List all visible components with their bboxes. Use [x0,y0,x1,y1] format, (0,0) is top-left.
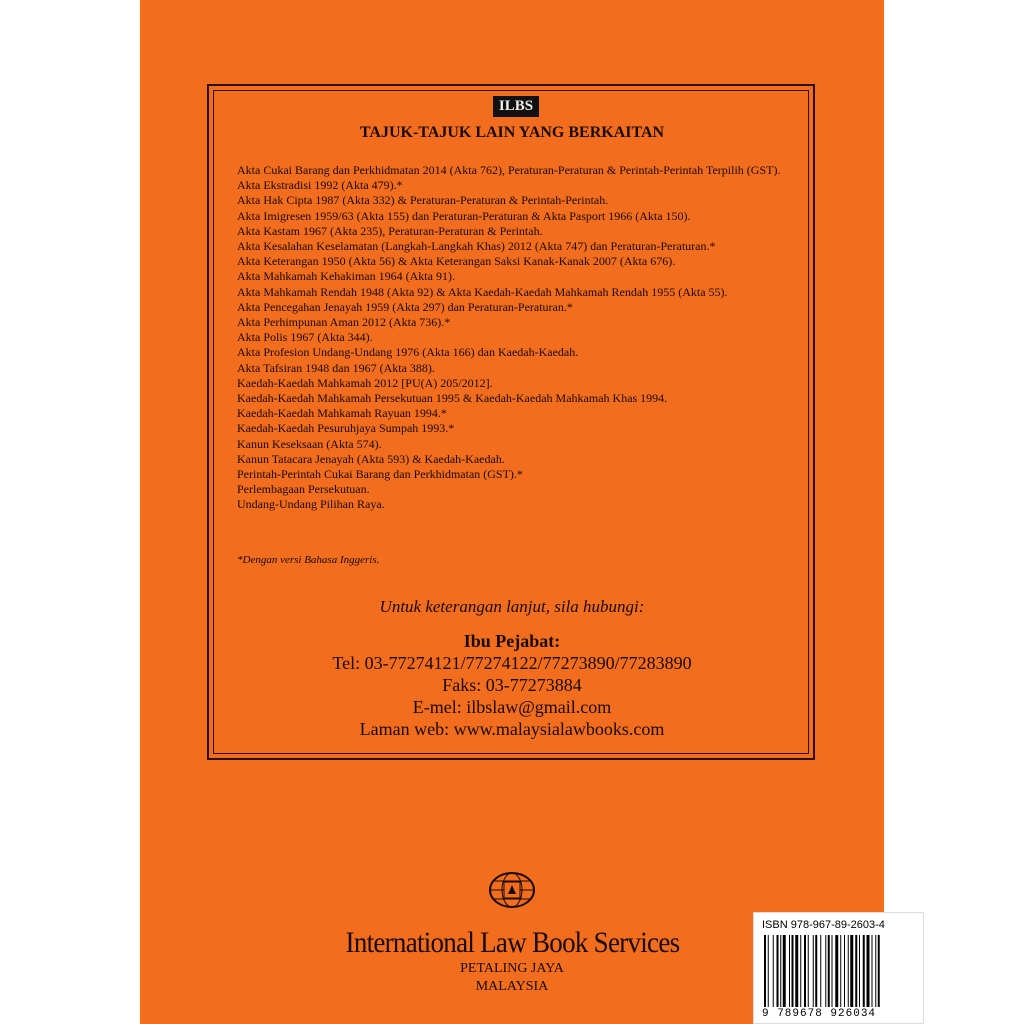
related-title-item: Akta Hak Cipta 1987 (Akta 332) & Peraturan-Peraturan & Perintah-Perintah. [237,193,609,208]
fax-line: Faks: 03-77273884 [442,675,582,695]
related-title-item: Akta Profesion Undang-Undang 1976 (Akta 166) dan Kaedah-Kaedah. [237,345,579,360]
related-title-item: Akta Keterangan 1950 (Akta 56) & Akta Keterangan Saksi Kanak-Kanak 2007 (Akta 676). [237,254,676,269]
related-title-item: Undang-Undang Pilihan Raya. [237,497,385,512]
related-title-item: Akta Mahkamah Rendah 1948 (Akta 92) & Akta Kaedah-Kaedah Mahkamah Rendah 1955 (Akta 55). [237,284,728,299]
ilbs-badge: ILBS [493,96,539,117]
related-title-item: Akta Cukai Barang dan Perkhidmatan 2014 (Akta 762), Peraturan-Peraturan & Perintah-Perintah Terpilih (GST). [237,163,781,177]
related-title-item: Kaedah-Kaedah Mahkamah Persekutuan 1995 & Kaedah-Kaedah Mahkamah Khas 1994. [237,391,668,406]
related-title-item: Akta Ekstradisi 1992 (Akta 479).* [237,178,403,193]
related-titles-heading: TAJUK-TAJUK LAIN YANG BERKAITAN [359,124,665,141]
related-title-item: Kanun Keseksaan (Akta 574). [237,436,382,451]
related-title-item: Kaedah-Kaedah Pesuruhjaya Sumpah 1993.* [237,421,455,436]
related-title-item: Akta Pencegahan Jenayah 1959 (Akta 297) dan Peraturan-Peraturan.* [237,299,573,314]
isbn-barcode [753,912,924,1024]
book-back-cover [140,0,884,1024]
email-line: E-mel: ilbslaw@gmail.com [412,697,612,717]
publisher-name: International Law Book Services [345,926,679,959]
footnote: *Dengan versi Bahasa Inggeris. [237,554,380,566]
publisher-country: MALAYSIA [475,979,549,994]
related-title-item: Akta Polis 1967 (Akta 344). [237,330,373,345]
related-title-item: Akta Imigresen 1959/63 (Akta 155) dan Peraturan-Peraturan & Akta Pasport 1966 (Akta 150). [237,208,691,223]
publisher-city: PETALING JAYA [460,961,564,976]
related-title-item: Kaedah-Kaedah Mahkamah 2012 [PU(A) 205/2012]. [237,375,493,390]
telephone-line: Tel: 03-77274121/77274122/77273890/77283890 [332,653,692,673]
barcode-digits: 9 789678 926034 [762,1008,877,1020]
related-title-item: Akta Mahkamah Kehakiman 1964 (Akta 91). [237,269,455,284]
related-title-item: Kaedah-Kaedah Mahkamah Rayuan 1994.* [237,406,447,421]
related-title-item: Akta Kesalahan Keselamatan (Langkah-Langkah Khas) 2012 (Akta 747) dan Peraturan-Peraturan.* [237,239,716,254]
barcode-bars-icon [764,935,914,1007]
ilbs-globe-logo-icon [488,870,536,910]
head-office-label: Ibu Pejabat: [463,631,561,651]
isbn-label: ISBN 978-967-89-2603-4 [762,919,885,931]
website-line: Laman web: www.malaysialawbooks.com [359,719,665,739]
contact-intro: Untuk keterangan lanjut, sila hubungi: [379,597,645,616]
related-title-item: Akta Perhimpunan Aman 2012 (Akta 736).* [237,315,451,330]
related-title-item: Perlembagaan Persekutuan. [237,482,370,497]
related-title-item: Akta Tafsiran 1948 dan 1967 (Akta 388). [237,360,435,375]
related-title-item: Perintah-Perintah Cukai Barang dan Perkhidmatan (GST).* [237,467,523,482]
related-title-item: Akta Kastam 1967 (Akta 235), Peraturan-Peraturan & Perintah. [237,223,543,238]
related-title-item: Kanun Tatacara Jenayah (Akta 593) & Kaedah-Kaedah. [237,451,505,466]
contact-block [140,630,884,740]
related-titles-list [237,163,797,513]
